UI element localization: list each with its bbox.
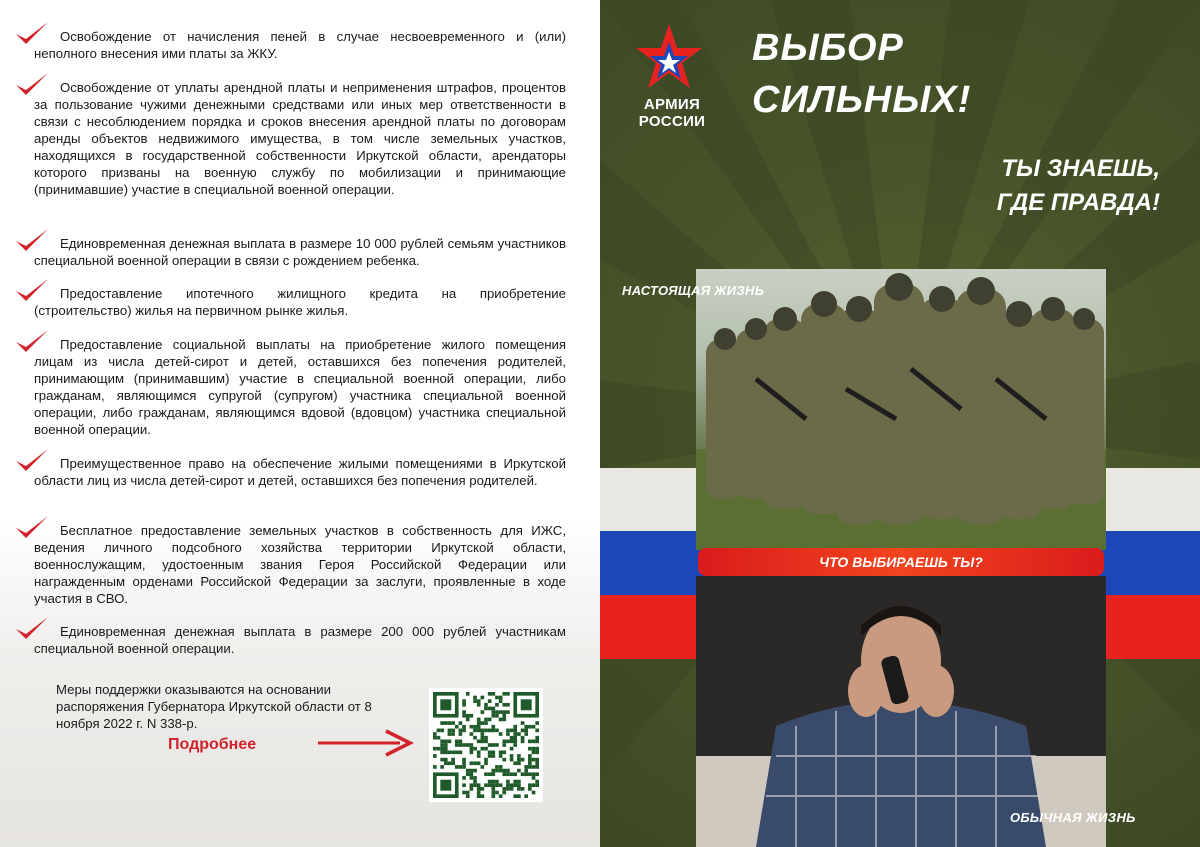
couch-man-photo bbox=[696, 576, 1106, 847]
more-info-link[interactable]: Подробнее bbox=[168, 736, 257, 753]
benefit-text: Преимущественное право на обеспечение жилыми помещениями в Иркутской области лиц из числа детей-сирот и детей, оставшихся без попечения родителей. bbox=[34, 456, 566, 488]
benefit-text: Единовременная денежная выплата в размере 10 000 рублей семьям участников специальной военной операции в связи с рождением ребенка. bbox=[34, 236, 566, 268]
benefit-text: Бесплатное предоставление земельных участков в собственность для ИЖС, ведения личного подсобного хозяйства территории Иркутской области, военнослужащим, удостоенным звания Героя Российской Федерации или награжденным орденами Российской Федерации за заслуги, проявленные в ходе участия в СВО. bbox=[34, 523, 566, 606]
soldiers-photo bbox=[696, 269, 1106, 550]
qr-code[interactable] bbox=[429, 688, 543, 802]
army-logo-text bbox=[622, 96, 722, 130]
poster-panel bbox=[600, 0, 1200, 847]
ordinary-life-label: ОБЫЧНАЯ ЖИЗНЬ bbox=[1010, 810, 1136, 825]
legal-basis-text: Меры поддержки оказываются на основании распоряжения Губернатора Иркутской области от 8 ноября 2022 г. N 338-р. bbox=[56, 682, 372, 731]
benefit-text: Предоставление ипотечного жилищного кредита на приобретение (строительство) жилья на первичном рынке жилья. bbox=[34, 286, 566, 318]
tagline-line: ГДЕ ПРАВДА! bbox=[996, 189, 1160, 216]
headline-line: ВЫБОР bbox=[752, 27, 904, 69]
tagline bbox=[900, 152, 1160, 220]
real-life-label: НАСТОЯЩАЯ ЖИЗНЬ bbox=[622, 283, 765, 298]
benefit-text: Единовременная денежная выплата в размере 200 000 рублей участникам специальной военной операции. bbox=[34, 624, 566, 656]
choice-question-banner: ЧТО ВЫБИРАЕШЬ ТЫ? bbox=[698, 548, 1104, 576]
benefit-text: Предоставление социальной выплаты на приобретение жилого помещения лицам из числа детей-сирот и детей, оставшихся без попечения родителей, принимающим (принимавшим) участие в специальной военной операции, либо гражданам, являющимся супругой (супругом) участника специальной военной операции, либо гражданам, являющимся вдовой (вдовцом) участника специальной военной операции. bbox=[34, 337, 566, 437]
tagline-line: ТЫ ЗНАЕШЬ, bbox=[1001, 155, 1160, 182]
benefit-text: Освобождение от начисления пеней в случае несвоевременного и (или) неполного внесения ими платы за ЖКУ. bbox=[34, 29, 566, 61]
headline bbox=[752, 22, 971, 126]
soldiers-illustration bbox=[696, 269, 1106, 550]
logo-label: АРМИЯ РОССИИ bbox=[638, 96, 706, 130]
benefit-text: Освобождение от уплаты арендной платы и неприменения штрафов, процентов за пользование чужими денежными средствами или иных мер ответственности в связи с несоблюдением порядка и сроков внесения арендной платы по договорам аренды объектов недвижимого имущества, в том числе земельных участков, находящихся в государственной собственности Иркутской области, арендаторы которого призваны на военную службу по мобилизации и принимающие (принимавшие) участие в специальной военной операции. bbox=[34, 80, 566, 197]
army-star-logo-icon bbox=[634, 22, 704, 92]
headline-line: СИЛЬНЫХ! bbox=[752, 79, 972, 121]
arrow-right-icon bbox=[318, 728, 414, 758]
couch-man-illustration bbox=[696, 576, 1106, 847]
qr-code-icon bbox=[433, 692, 539, 798]
